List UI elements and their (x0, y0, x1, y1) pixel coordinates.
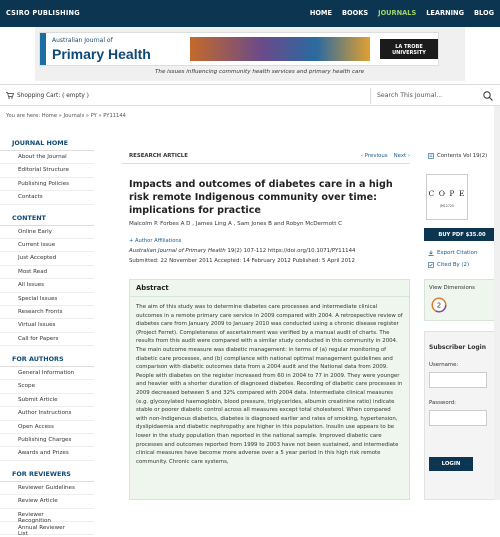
sidebar-item-awards[interactable]: Awards and Prizes (0, 447, 94, 460)
nav-journals[interactable]: JOURNALS (378, 9, 417, 17)
sidebar-item-call-for-papers[interactable]: Call for Papers (0, 333, 94, 346)
article-toolbar (122, 148, 410, 164)
shopping-cart[interactable] (6, 92, 89, 99)
sidebar-item-editorial[interactable]: Editorial Structure (0, 164, 94, 177)
cited-by-link[interactable] (428, 262, 469, 268)
buy-pdf-button[interactable]: BUY PDF $35.00 (424, 228, 500, 241)
article-main (122, 148, 410, 500)
password-field[interactable] (429, 410, 487, 426)
journal-title-big: Primary Health (52, 46, 151, 62)
author-affiliations-toggle[interactable]: + Author Affiliations (129, 238, 182, 244)
cart-icon (6, 92, 14, 99)
sidebar-item-open-access[interactable]: Open Access (0, 421, 94, 434)
sidebar-section-for-authors (0, 352, 94, 461)
journal-logo[interactable] (39, 32, 439, 66)
sidebar-section-for-reviewers (0, 467, 94, 536)
top-nav-menu (310, 9, 494, 17)
article-pager (361, 153, 410, 159)
site-brand[interactable]: CSIRO PUBLISHING (6, 9, 80, 17)
sidebar-item-publishing-charges[interactable]: Publishing Charges (0, 434, 94, 447)
sidebar-item-scope[interactable]: Scope (0, 380, 94, 393)
sidebar-item-research-fronts[interactable]: Research Fronts (0, 306, 94, 319)
dimensions-panel (424, 279, 500, 321)
journal-banner (35, 27, 465, 81)
cited-by-label: Cited By (2) (437, 262, 470, 268)
sidebar-item-special-issues[interactable]: Special Issues (0, 293, 94, 306)
sidebar-item-reviewer-guidelines[interactable]: Reviewer Guidelines (0, 482, 94, 495)
sidebar-section-content (0, 211, 94, 347)
next-label: Next (393, 153, 407, 159)
sidebar-heading[interactable]: JOURNAL HOME (0, 136, 94, 151)
abstract-panel (129, 279, 410, 500)
page-scrollbar[interactable] (494, 106, 500, 500)
contents-link[interactable] (428, 153, 487, 159)
article-dates: Submitted: 22 November 2011 Accepted: 14 February 2012 Published: 5 April 2012 (129, 258, 355, 264)
nav-learning[interactable]: LEARNING (426, 9, 464, 17)
sidebar-item-reviewer-recognition[interactable]: Reviewer Recognition (0, 509, 94, 522)
username-label: Username: (429, 362, 459, 368)
password-label: Password: (429, 400, 456, 406)
sidebar-heading[interactable]: FOR REVIEWERS (0, 467, 94, 482)
cart-search-bar (0, 84, 500, 106)
cope-text: C O P E (428, 189, 466, 198)
search-icon[interactable] (482, 90, 494, 102)
cope-logo[interactable] (426, 174, 468, 220)
article-citation (129, 248, 355, 254)
article-title: Impacts and outcomes of diabetes care in a high risk remote Indigenous community over time: implications for practice (129, 179, 393, 216)
nav-books[interactable]: BOOKS (342, 9, 369, 17)
citation-details[interactable]: 19(2) 107-112 https://doi.org/10.1071/PY11144 (225, 248, 356, 254)
article-type: RESEARCH ARTICLE (129, 153, 188, 159)
login-title: Subscriber Login (429, 344, 487, 351)
sidebar-item-current-issue[interactable]: Current issue (0, 239, 94, 252)
search-input[interactable]: Search This Journal... (370, 88, 480, 104)
logo-accent-bar (40, 33, 46, 65)
previous-link[interactable]: ‹ Previous (360, 153, 388, 159)
partner-logo[interactable]: LA TROBE UNIVERSITY (380, 39, 438, 59)
sidebar-item-general-info[interactable]: General Information (0, 367, 94, 380)
citation-journal: Australian Journal of Primary Health (129, 248, 226, 254)
next-link[interactable]: Next › (393, 153, 410, 159)
top-navigation-bar (0, 0, 500, 27)
nav-home[interactable]: HOME (309, 9, 333, 17)
login-button[interactable]: LOGIN (429, 457, 473, 471)
dimensions-count: 2 (436, 301, 442, 310)
cart-label: Shopping Cart: ( empty ) (17, 92, 89, 99)
right-column (420, 148, 500, 500)
sidebar-item-most-read[interactable]: Most Read (0, 266, 94, 279)
journal-title-small: Australian Journal of (52, 37, 113, 44)
sidebar-item-about[interactable]: About the Journal (0, 151, 94, 164)
banner-image (190, 37, 370, 61)
breadcrumb: You are here: Home » Journals » PY » PY11144 (6, 113, 126, 119)
sidebar-item-contacts[interactable]: Contacts (0, 191, 94, 204)
sidebar-item-review-article[interactable]: Review Article (0, 495, 94, 508)
sidebar-item-annual-reviewer-list[interactable]: Annual Reviewer List (0, 522, 94, 535)
sidebar-heading[interactable]: CONTENT (0, 211, 94, 226)
sidebar-heading[interactable]: FOR AUTHORS (0, 352, 94, 367)
export-citation-link[interactable] (428, 250, 477, 256)
article-authors[interactable]: Malcolm P. Forbes A D , James Ling A , Sam Jones B and Robyn McDermott C (129, 221, 343, 227)
contents-label: Contents Vol 19(2) (437, 153, 488, 159)
sidebar-item-just-accepted[interactable]: Just Accepted (0, 252, 94, 265)
sidebar-item-author-instructions[interactable]: Author Instructions (0, 407, 94, 420)
dimensions-label: View Dimensions (429, 285, 475, 291)
sidebar (0, 136, 94, 537)
contents-icon (428, 153, 434, 159)
sidebar-section-journal-home (0, 136, 94, 205)
dimensions-badge-icon[interactable] (431, 297, 447, 313)
abstract-text: The aim of this study was to determine diabetes care processes and intermediate clinical outcomes in a remote primary care service in 2009 compared with 2004. A retrospective review of diabetes care from January 2009 to January 2010 was conducted using a chronic disease register (Project Ferret). Completeness of ascertainment was verified by a manual audit of charts. The results from this audit were compared with a similar study conducted in this community in 2004. The main outcome measure was diabetic management: in terms of (a) regular monitoring of diabetic care processes, and (b) compliance with national optimal management guidelines and comparison with diabetic outcomes data from a 2004 audit and the National data from 2009. People with diabetes on the register increased from 60 in 2004 to 77 in 2009. They were younger and heavier with a shorter duration of diagnosed diabetes. Recording of diabetic care processes in 2009 decreased between 5 and 32% compared with 2004 data. Intermediate clinical measures (e.g. glycosylated haemoglobin, blood pressure, triglycerides, albumin creatinine ratio) indicate stable or poorer diabetic control across all measures except total cholesterol. When compared with non-Indigenous diabetics, diabetes is diagnosed earlier and rates of smoking, hypertension, dyslipidaemia and diabetic nephropathy are higher in this population. Insulin use appears to be lower in the study population than reported in the national sample. Improved diabetic care processes and outcomes reported from 1999 to 2003 have not been sustained, and intermediate clinical measures have become more adverse over a 5 year period in this high risk remote community. Chronic care systems, (136, 304, 403, 465)
nav-blog[interactable]: BLOG (473, 9, 494, 17)
sidebar-item-all-issues[interactable]: All Issues (0, 279, 94, 292)
subscriber-login-panel (424, 331, 500, 500)
username-field[interactable] (429, 372, 487, 388)
export-citation-label: Export Citation (437, 250, 478, 256)
abstract-heading: Abstract (130, 280, 409, 297)
journal-tagline: The issues influencing community health services and primary health care (155, 69, 365, 75)
sidebar-item-online-early[interactable]: Online Early (0, 226, 94, 239)
sidebar-item-policies[interactable]: Publishing Policies (0, 178, 94, 191)
cope-subtext: JM12725 (440, 204, 454, 208)
cited-by-icon (428, 262, 434, 268)
sidebar-item-virtual-issues[interactable]: Virtual Issues (0, 319, 94, 332)
previous-label: Previous (364, 153, 388, 159)
export-icon (428, 250, 434, 256)
sidebar-item-submit-article[interactable]: Submit Article (0, 394, 94, 407)
